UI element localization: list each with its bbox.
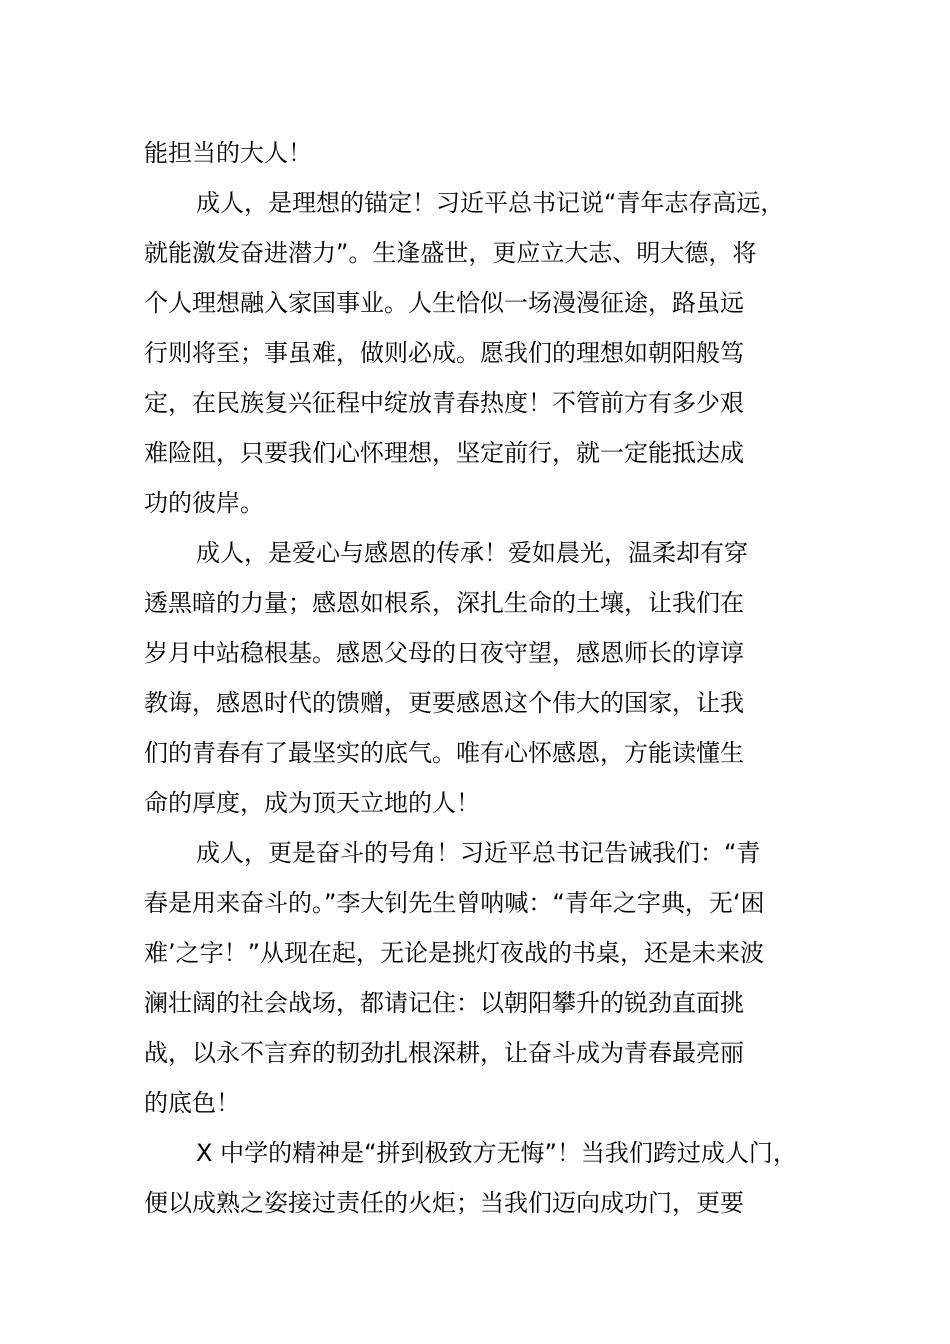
- text-line: 岁月中站稳根基。感恩父母的日夜守望，感恩师长的谆谆: [144, 639, 744, 667]
- text-line: 成人，是理想的锚定！习近平总书记说“青年志存高远，: [196, 189, 785, 217]
- text-line: 成人，更是奋斗的号角！习近平总书记告诫我们：“青: [196, 839, 761, 867]
- text-line: 个人理想融入家国事业。人生恰似一场漫漫征途，路虽远: [144, 289, 744, 317]
- text-line: 们的青春有了最坚实的底气。唯有心怀感恩，方能读懂生: [144, 739, 744, 767]
- text-line: X 中学的精神是“拼到极致方无悔”！当我们跨过成人门，: [196, 1139, 797, 1167]
- document-body: [144, 128, 844, 1228]
- text-line: 便以成熟之姿接过责任的火炬；当我们迈向成功门，更要: [144, 1189, 744, 1217]
- text-line: 难’之字！”从现在起，无论是挑灯夜战的书桌，还是未来波: [144, 939, 765, 967]
- text-line: 战，以永不言弃的韧劲扎根深耕，让奋斗成为青春最亮丽: [144, 1039, 744, 1067]
- text-line: 澜壮阔的社会战场，都请记住：以朝阳攀升的锐劲直面挑: [144, 989, 744, 1017]
- text-line: 行则将至；事虽难，做则必成。愿我们的理想如朝阳般笃: [144, 339, 744, 367]
- text-line: 难险阻，只要我们心怀理想，坚定前行，就一定能抵达成: [144, 439, 744, 467]
- text-line: 定，在民族复兴征程中绽放青春热度！不管前方有多少艰: [144, 389, 744, 417]
- text-line: 的底色！: [144, 1089, 240, 1117]
- text-line: 命的厚度，成为顶天立地的人！: [144, 789, 480, 817]
- text-line: 成人，是爱心与感恩的传承！爱如晨光，温柔却有穿: [196, 539, 748, 567]
- text-line: 就能激发奋进潜力”。生逢盛世，更应立大志、明大德，将: [144, 239, 757, 267]
- text-line: 春是用来奋斗的。”李大钊先生曾呐喊：“青年之字典，无‘困: [144, 889, 765, 917]
- text-line: 功的彼岸。: [144, 489, 264, 517]
- text-line: 能担当的大人！: [144, 139, 312, 167]
- text-line: 教诲，感恩时代的馈赠，更要感恩这个伟大的国家，让我: [144, 689, 744, 717]
- text-line: 透黑暗的力量；感恩如根系，深扎生命的土壤，让我们在: [144, 589, 744, 617]
